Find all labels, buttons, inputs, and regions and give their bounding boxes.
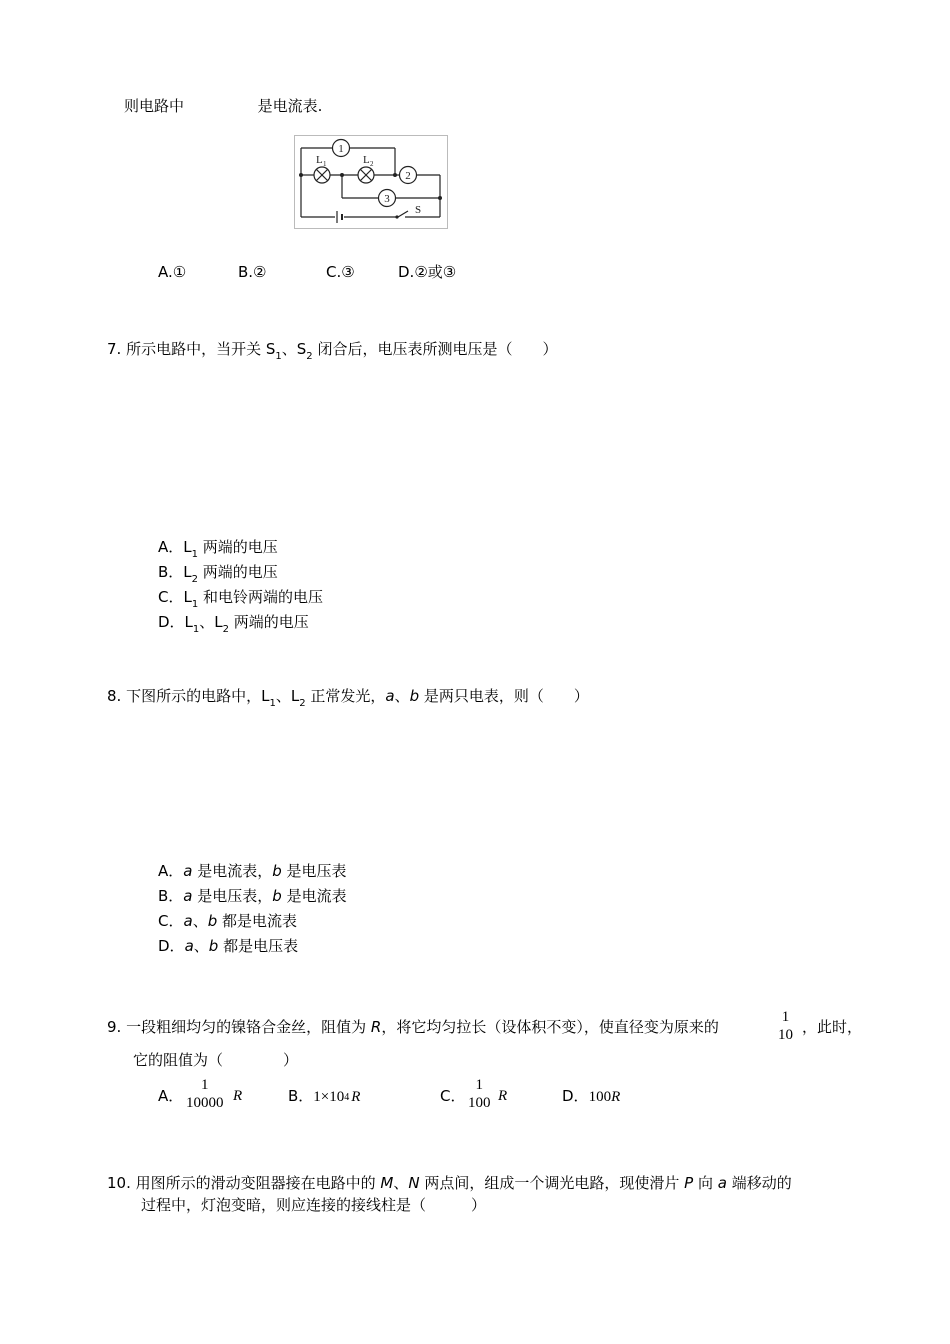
meter-1-label: 1 (338, 143, 344, 155)
q7-option-a (158, 537, 278, 560)
q9-option-c-label (440, 1086, 465, 1106)
q9-option-a-label (158, 1086, 183, 1106)
q8-option-b (158, 886, 347, 906)
option-var: b (208, 937, 219, 955)
q10-number: 10. (107, 1174, 131, 1192)
q9-text: ，将它均匀拉长（设体积不变），使直径变为原来的 (381, 1018, 719, 1036)
option-var: a (183, 862, 193, 880)
q9-text: 它的阻值为（ ） (133, 1051, 299, 1069)
option-var: R (351, 1089, 361, 1105)
q8-var: a (385, 687, 395, 705)
q9-text: ，此时， (802, 1018, 863, 1036)
option-text: 两端的电压 (198, 538, 278, 556)
option-label: C． (158, 912, 184, 930)
q8-text: 是两只电表，则（ ） (419, 687, 589, 705)
q8-option-a (158, 861, 347, 881)
q6-option-c: C.③ (326, 263, 355, 281)
fraction-denominator: 100 (468, 1095, 491, 1111)
option-sub: 2 (191, 574, 199, 585)
q9-stem-line1 (107, 1017, 719, 1037)
option-text: 、 (193, 937, 209, 955)
option-sub: 2 (222, 624, 230, 635)
q6-prefix: 则电路中 (124, 97, 185, 115)
q10-stem-line1 (107, 1173, 792, 1193)
q8-sub: 2 (299, 698, 306, 709)
option-var: a (184, 937, 194, 955)
option-text: 、 (192, 912, 208, 930)
q7-text: 、S (281, 340, 307, 358)
option-var: R (611, 1089, 621, 1105)
q6-suffix: 是电流表. (257, 97, 323, 115)
q8-text: 下图所示的电路中，L (126, 687, 270, 705)
q8-number: 8. (107, 687, 122, 705)
q9-var: R (370, 1018, 382, 1036)
option-var: R (498, 1088, 508, 1104)
q9-stem-tail (802, 1017, 862, 1037)
option-var: b (272, 887, 282, 905)
q10-text: 用图所示的滑动变阻器接在电路中的 (135, 1174, 381, 1192)
q6-option-a: A.① (158, 263, 187, 281)
option-label: C． (440, 1087, 466, 1105)
option-label: B．L (158, 563, 192, 581)
q9-option-c-fraction (468, 1077, 491, 1112)
option-var: R (233, 1088, 243, 1104)
option-label: D． (158, 937, 185, 955)
option-text: 是电压表， (192, 887, 273, 905)
q10-var: M (380, 1174, 394, 1192)
q8-option-c (158, 911, 297, 931)
q10-text: 向 (693, 1174, 718, 1192)
q7-sub: 1 (275, 351, 282, 362)
option-var: b (207, 912, 218, 930)
option-label: B． (288, 1087, 314, 1105)
option-value: 1×10 (313, 1089, 345, 1105)
q7-text: 所示电路中，当开关 S (126, 340, 276, 358)
lamp-l1-sub: 1 (323, 160, 327, 168)
option-text: 都是电流表 (217, 912, 298, 930)
q6-option-d: D.②或③ (398, 263, 457, 281)
q10-text: 端移动的 (726, 1174, 792, 1192)
option-text: 和电铃两端的电压 (198, 588, 323, 606)
fraction-numerator: 1 (475, 1077, 483, 1093)
option-var: a (183, 887, 193, 905)
option-text: 、L (199, 613, 223, 631)
meter-2-label: 2 (405, 170, 411, 182)
option-text: 都是电压表 (218, 937, 299, 955)
q9-option-a-r (233, 1086, 242, 1106)
q7-text: 闭合后，电压表所测电压是（ ） (312, 340, 558, 358)
lamp-l1-label: L (316, 154, 323, 166)
q10-var: N (408, 1174, 420, 1192)
q8-text: 、 (394, 687, 410, 705)
q9-text: 一段粗细均匀的镍铬合金丝，阻值为 (126, 1018, 371, 1036)
fraction-numerator: 1 (781, 1009, 790, 1025)
q8-text: 正常发光， (305, 687, 386, 705)
q6-line (124, 96, 322, 116)
q9-option-a-fraction (186, 1077, 224, 1112)
q10-var: P (684, 1174, 694, 1192)
q7-option-b (158, 562, 278, 585)
option-text: 是电流表， (192, 862, 273, 880)
q7-number: 7. (107, 340, 122, 358)
fraction-denominator: 10 (778, 1027, 793, 1043)
option-text: 两端的电压 (229, 613, 309, 631)
option-label: D． (562, 1087, 589, 1105)
q9-option-d (562, 1086, 620, 1107)
lamp-l2-sub: 2 (370, 160, 374, 168)
q6-circuit-diagram (294, 135, 448, 229)
meter-3-label: 3 (384, 193, 390, 205)
q6-option-b: B.② (238, 263, 267, 281)
q9-fraction (778, 1009, 793, 1044)
q6-options (158, 262, 456, 282)
option-label: B． (158, 887, 184, 905)
q9-stem-line2 (133, 1050, 298, 1070)
q10-text: 过程中，灯泡变暗，则应连接的接线柱是（ ） (141, 1196, 487, 1214)
option-sub: 1 (191, 599, 199, 610)
option-text: 是电压表 (281, 862, 347, 880)
q9-option-b (288, 1086, 360, 1109)
q10-stem-line2 (141, 1195, 486, 1215)
q10-text: 、 (393, 1174, 409, 1192)
option-label: A．L (158, 538, 192, 556)
option-value: 100 (588, 1089, 612, 1105)
option-var: b (272, 862, 282, 880)
option-sub: 1 (191, 549, 198, 560)
q10-text: 两点间，组成一个调光电路，现使滑片 (419, 1174, 685, 1192)
q8-option-d (158, 936, 298, 956)
q10-var: a (717, 1174, 727, 1192)
q8-var: b (409, 687, 420, 705)
q9-number: 9. (107, 1018, 122, 1036)
option-sub: 1 (192, 624, 200, 635)
switch-label: S (415, 204, 422, 216)
option-text: 两端的电压 (198, 563, 278, 581)
q7-sub: 2 (306, 351, 313, 362)
q8-text: 、L (275, 687, 300, 705)
option-label: A． (158, 862, 184, 880)
option-exponent: 4 (344, 1092, 350, 1103)
q9-option-c-r (498, 1086, 507, 1106)
fraction-denominator: 10000 (186, 1095, 224, 1111)
q8-sub: 1 (269, 698, 276, 709)
q7-option-c (158, 587, 323, 610)
fraction-numerator: 1 (201, 1077, 209, 1093)
option-text: 是电流表 (281, 887, 347, 905)
lamp-l2-label: L (363, 154, 370, 166)
option-label: D．L (158, 613, 193, 631)
option-label: C．L (158, 588, 192, 606)
q7-stem (107, 339, 557, 362)
option-var: a (183, 912, 193, 930)
option-label: A． (158, 1087, 184, 1105)
q8-stem (107, 686, 589, 709)
q7-option-d (158, 612, 309, 635)
